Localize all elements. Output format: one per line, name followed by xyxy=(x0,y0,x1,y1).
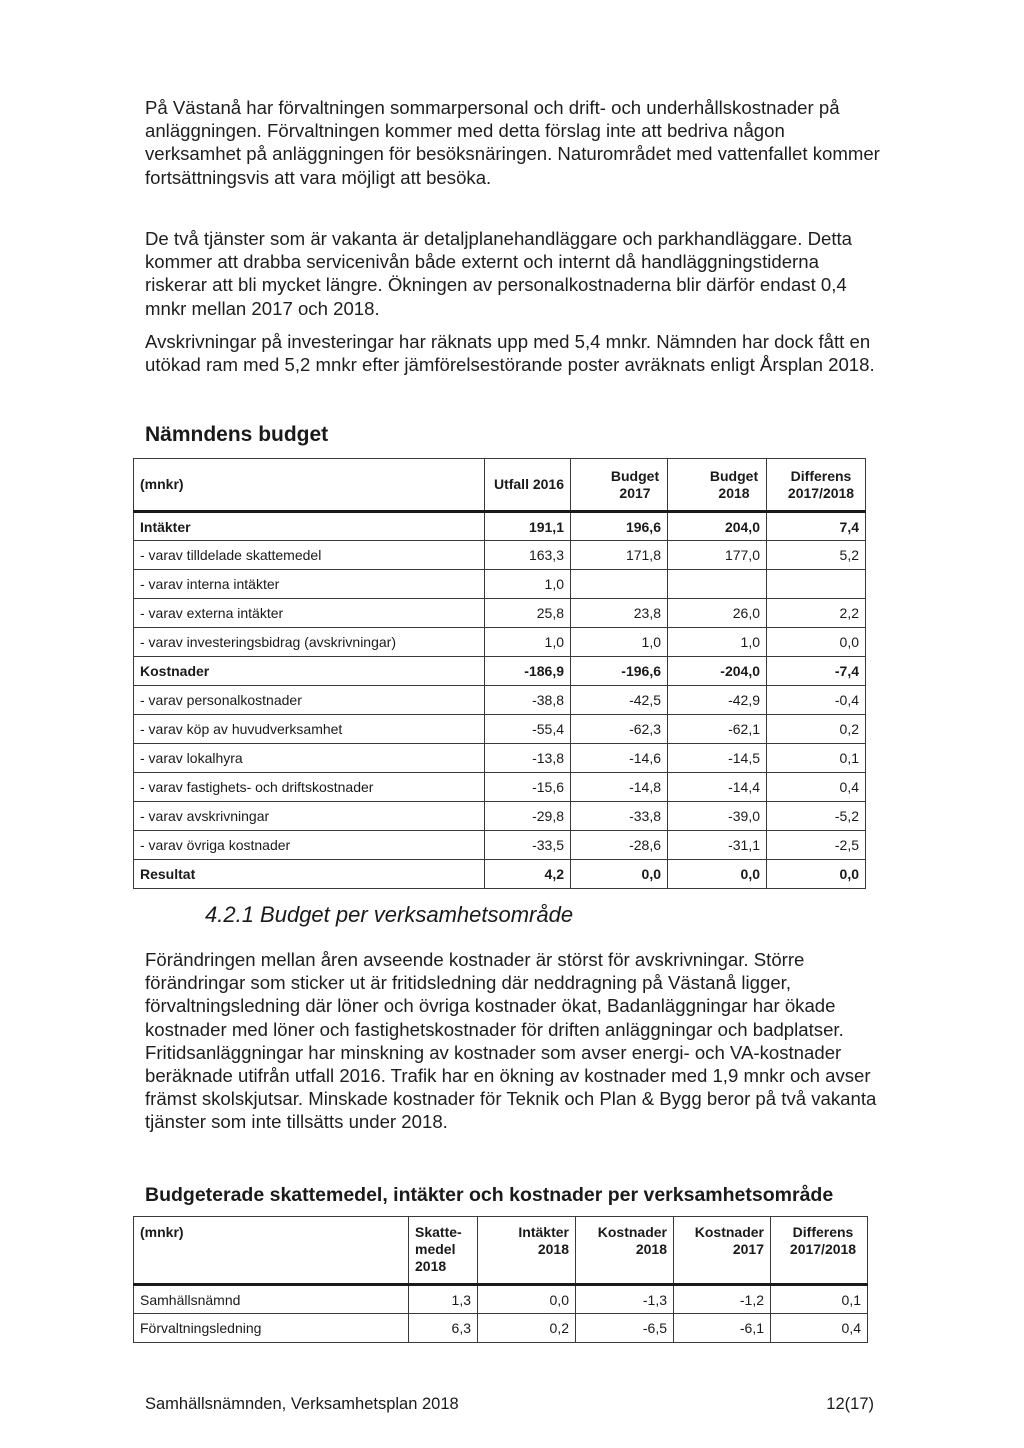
tax-header-intakter-2018-text: Intäkter 2018 xyxy=(518,1224,569,1257)
budget-table-cell: 7,4 xyxy=(767,512,866,541)
tax-table-cell: -1,3 xyxy=(576,1285,674,1314)
budget-table-row xyxy=(134,715,866,744)
budget-table-cell: -62,1 xyxy=(668,715,767,744)
tax-table-header-row xyxy=(134,1217,868,1285)
budget-table-row xyxy=(134,599,866,628)
budget-table-cell: -62,3 xyxy=(571,715,668,744)
budget-table-cell xyxy=(668,570,767,599)
tax-table xyxy=(133,1216,868,1343)
budget-table-cell: 0,0 xyxy=(767,628,866,657)
budget-table-cell: -186,9 xyxy=(485,657,571,686)
heading-budget-per-verksamhetsomrade: 4.2.1 Budget per verksamhetsområde xyxy=(205,902,574,927)
budget-table-row xyxy=(134,628,866,657)
budget-header-utfall-2016: Utfall 2016 xyxy=(485,459,571,512)
budget-table-row xyxy=(134,802,866,831)
tax-header-kostnader-2018-text: Kostnader 2018 xyxy=(597,1224,667,1257)
budget-table-cell: -39,0 xyxy=(668,802,767,831)
tax-header-skattemedel-text: Skatte-medel 2018 xyxy=(415,1224,462,1274)
tax-table-cell: 1,3 xyxy=(409,1285,478,1314)
budget-table-cell: -33,5 xyxy=(485,831,571,860)
budget-table-cell: 1,0 xyxy=(571,628,668,657)
heading-namndens-budget: Nämndens budget xyxy=(145,423,329,446)
tax-header-differens-text: Differens 2017/2018 xyxy=(789,1224,857,1257)
tax-table-cell: 0,1 xyxy=(771,1285,868,1314)
budget-table-cell: 191,1 xyxy=(485,512,571,541)
budget-table-row xyxy=(134,744,866,773)
budget-table-row-label: - varav lokalhyra xyxy=(134,744,485,773)
tax-table-row xyxy=(134,1285,868,1314)
budget-table-cell: 204,0 xyxy=(668,512,767,541)
budget-table-cell: 4,2 xyxy=(485,860,571,889)
budget-table-header-row xyxy=(134,459,866,512)
paragraph-vastana: På Västanå har förvaltningen sommarpersonal och drift- och underhållskostnader på anläggningen. Förvaltningen kommer med detta förslag inte att bedriva någon verksamhet på anläggningen för besöksnäringen. Naturområdet med vattenfallet kommer fortsättningsvis att vara möjligt att besöka. xyxy=(145,97,880,188)
tax-header-skattemedel xyxy=(409,1217,478,1285)
budget-table-row-label: - varav fastighets- och driftskostnader xyxy=(134,773,485,802)
paragraph-cost-changes: Förändringen mellan åren avseende kostnader är störst för avskrivningar. Större förändringar som sticker ut är fritidsledning där neddragning på Västanå ligger, förvaltningsledning där löner och övriga kostnader ökat, Badanläggningar har ökade kostnader med löner och fastighetskostnader för driften anläggningar och badplatser. Fritidsanläggningar har minskning av kostnader som avser energi- och VA-kostnader beräknade utifrån utfall 2016. Trafik har en ökning av kostnader med 1,9 mnkr och avser främst skolskjutsar. Minskade kostnader för Teknik och Plan & Bygg beror på två vakanta tjänster som inte tillsätts under 2018. xyxy=(145,949,877,1133)
tax-table-cell: -6,1 xyxy=(674,1314,771,1343)
budget-table-cell: 163,3 xyxy=(485,541,571,570)
budget-table xyxy=(133,458,866,889)
budget-table-cell: 1,0 xyxy=(668,628,767,657)
budget-table-row xyxy=(134,657,866,686)
budget-table-cell: -14,4 xyxy=(668,773,767,802)
paragraph-depreciation: Avskrivningar på investeringar har räknats upp med 5,4 mnkr. Nämnden har dock fått en utökad ram med 5,2 mnkr efter jämförelsestörande poster avräknats enligt Årsplan 2018. xyxy=(145,331,875,376)
budget-table-row xyxy=(134,512,866,541)
budget-table-cell: 2,2 xyxy=(767,599,866,628)
budget-header-budget-2018-text: Budget 2018 xyxy=(709,467,759,501)
budget-table-row-label: - varav externa intäkter xyxy=(134,599,485,628)
budget-table-row xyxy=(134,831,866,860)
budget-table-cell: -42,9 xyxy=(668,686,767,715)
budget-table-cell: -14,6 xyxy=(571,744,668,773)
tax-table-cell: 0,4 xyxy=(771,1314,868,1343)
budget-table-cell: -31,1 xyxy=(668,831,767,860)
budget-table-cell: 0,1 xyxy=(767,744,866,773)
tax-table-cell: -6,5 xyxy=(576,1314,674,1343)
budget-table-cell: 0,0 xyxy=(767,860,866,889)
budget-table-row-label: - varav tilldelade skattemedel xyxy=(134,541,485,570)
budget-table-cell: 1,0 xyxy=(485,570,571,599)
footer-page-number: 12(17) xyxy=(826,1395,874,1413)
budget-table-cell: 177,0 xyxy=(668,541,767,570)
budget-table-cell: -2,5 xyxy=(767,831,866,860)
tax-table-cell: 6,3 xyxy=(409,1314,478,1343)
budget-table-cell: -7,4 xyxy=(767,657,866,686)
tax-header-kostnader-2017-text: Kostnader 2017 xyxy=(694,1224,764,1257)
budget-table-cell: -55,4 xyxy=(485,715,571,744)
tax-table-row-label: Förvaltningsledning xyxy=(134,1314,409,1343)
budget-table-cell: -33,8 xyxy=(571,802,668,831)
paragraph-vacant-positions: De två tjänster som är vakanta är detaljplanehandläggare och parkhandläggare. Detta kommer att drabba servicenivån både externt och internt då handläggningstiderna riskerar att bli mycket längre. Ökningen av personalkostnaderna blir därför endast 0,4 mnkr mellan 2017 och 2018. xyxy=(145,228,853,319)
budget-header-differens xyxy=(767,459,866,512)
budget-table-cell: -204,0 xyxy=(668,657,767,686)
tax-table-cell: 0,2 xyxy=(478,1314,576,1343)
budget-table-cell: 1,0 xyxy=(485,628,571,657)
budget-table-cell: -14,8 xyxy=(571,773,668,802)
budget-table-row-label: - varav övriga kostnader xyxy=(134,831,485,860)
tax-header-mnkr: (mnkr) xyxy=(134,1217,409,1285)
budget-table-row xyxy=(134,541,866,570)
budget-table-cell: -29,8 xyxy=(485,802,571,831)
budget-header-mnkr: (mnkr) xyxy=(134,459,485,512)
budget-table-row-label: - varav investeringsbidrag (avskrivningar) xyxy=(134,628,485,657)
budget-table-cell: -28,6 xyxy=(571,831,668,860)
budget-table-cell: 0,2 xyxy=(767,715,866,744)
budget-table-cell: 0,4 xyxy=(767,773,866,802)
budget-table-row-label: Kostnader xyxy=(134,657,485,686)
budget-table-cell: -0,4 xyxy=(767,686,866,715)
tax-table-row-label: Samhällsnämnd xyxy=(134,1285,409,1314)
budget-header-differens-text: Differens 2017/2018 xyxy=(787,467,855,501)
tax-table-cell: 0,0 xyxy=(478,1285,576,1314)
budget-table-row-label: - varav personalkostnader xyxy=(134,686,485,715)
tax-header-intakter-2018 xyxy=(478,1217,576,1285)
budget-table-cell: 0,0 xyxy=(571,860,668,889)
budget-table-row xyxy=(134,773,866,802)
budget-table-cell: -13,8 xyxy=(485,744,571,773)
budget-table-row-label: - varav avskrivningar xyxy=(134,802,485,831)
budget-table-cell: 25,8 xyxy=(485,599,571,628)
budget-table-cell: 196,6 xyxy=(571,512,668,541)
budget-table-cell: 23,8 xyxy=(571,599,668,628)
budget-table-row-label: - varav köp av huvudverksamhet xyxy=(134,715,485,744)
tax-header-kostnader-2018 xyxy=(576,1217,674,1285)
budget-table-cell xyxy=(767,570,866,599)
tax-header-kostnader-2017 xyxy=(674,1217,771,1285)
tax-table-row xyxy=(134,1314,868,1343)
budget-table-cell: -38,8 xyxy=(485,686,571,715)
budget-table-cell: 0,0 xyxy=(668,860,767,889)
budget-table-cell: -5,2 xyxy=(767,802,866,831)
budget-table-row-label: Intäkter xyxy=(134,512,485,541)
budget-header-budget-2017 xyxy=(571,459,668,512)
budget-header-budget-2018 xyxy=(668,459,767,512)
budget-table-row-label: Resultat xyxy=(134,860,485,889)
tax-table-cell: -1,2 xyxy=(674,1285,771,1314)
budget-table-row-label: - varav interna intäkter xyxy=(134,570,485,599)
budget-table-cell: 5,2 xyxy=(767,541,866,570)
budget-table-row xyxy=(134,860,866,889)
heading-budgeterade-skattemedel: Budgeterade skattemedel, intäkter och kostnader per verksamhetsområde xyxy=(145,1184,834,1206)
budget-table-row xyxy=(134,570,866,599)
budget-table-cell: -42,5 xyxy=(571,686,668,715)
budget-table-cell: -15,6 xyxy=(485,773,571,802)
budget-table-cell xyxy=(571,570,668,599)
tax-header-differens xyxy=(771,1217,868,1285)
budget-table-cell: -14,5 xyxy=(668,744,767,773)
budget-table-row xyxy=(134,686,866,715)
footer-document-title: Samhällsnämnden, Verksamhetsplan 2018 xyxy=(145,1395,459,1413)
budget-table-cell: 26,0 xyxy=(668,599,767,628)
budget-table-cell: -196,6 xyxy=(571,657,668,686)
budget-table-cell: 171,8 xyxy=(571,541,668,570)
budget-header-budget-2017-text: Budget 2017 xyxy=(610,467,660,501)
